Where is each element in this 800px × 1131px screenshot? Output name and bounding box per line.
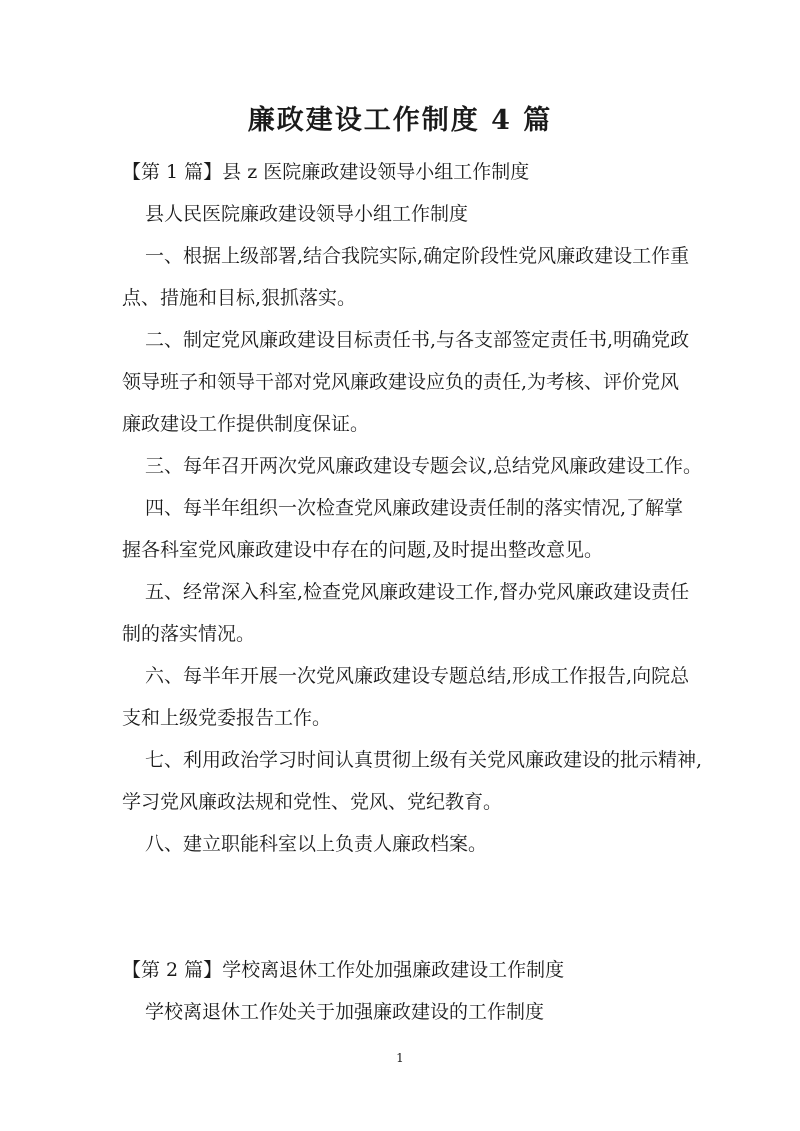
section-2-subtitle: 学校离退休工作处关于加强廉政建设的工作制度 bbox=[145, 1001, 545, 1023]
paragraph-5-line-2: 制的落实情况。 bbox=[122, 623, 256, 645]
paragraph-2-line-1: 二、制定党风廉政建设目标责任书,与各支部签定责任书,明确党政 bbox=[145, 329, 690, 351]
section-1-heading: 【第 1 篇】县 z 医院廉政建设领导小组工作制度 bbox=[122, 161, 530, 183]
page-number: 1 bbox=[396, 1051, 404, 1065]
paragraph-4-line-1: 四、每半年组织一次检查党风廉政建设责任制的落实情况,了解掌 bbox=[145, 497, 684, 519]
paragraph-7-line-1: 七、利用政治学习时间认真贯彻上级有关党风廉政建设的批示精神, bbox=[145, 749, 703, 771]
paragraph-3-line-1: 三、每年召开两次党风廉政建设专题会议,总结党风廉政建设工作。 bbox=[145, 455, 703, 477]
paragraph-8-line-1: 八、建立职能科室以上负责人廉政档案。 bbox=[145, 833, 488, 855]
section-1-subtitle: 县人民医院廉政建设领导小组工作制度 bbox=[145, 203, 469, 225]
paragraph-4-line-2: 握各科室党风廉政建设中存在的问题,及时提出整改意见。 bbox=[122, 539, 604, 561]
section-2-heading: 【第 2 篇】学校离退休工作处加强廉政建设工作制度 bbox=[122, 959, 565, 981]
paragraph-6-line-1: 六、每半年开展一次党风廉政建设专题总结,形成工作报告,向院总 bbox=[145, 665, 690, 687]
paragraph-2-line-2: 领导班子和领导干部对党风廉政建设应负的责任,为考核、评价党风 bbox=[122, 371, 680, 393]
paragraph-1-line-2: 点、措施和目标,狠抓落实。 bbox=[122, 287, 357, 309]
paragraph-7-line-2: 学习党风廉政法规和党性、党风、党纪教育。 bbox=[122, 791, 503, 813]
paragraph-6-line-2: 支和上级党委报告工作。 bbox=[122, 707, 332, 729]
paragraph-1-line-1: 一、根据上级部署,结合我院实际,确定阶段性党风廉政建设工作重 bbox=[145, 245, 690, 267]
paragraph-5-line-1: 五、经常深入科室,检查党风廉政建设工作,督办党风廉政建设责任 bbox=[145, 581, 690, 603]
document-title: 廉政建设工作制度 4 篇 bbox=[247, 105, 553, 136]
paragraph-2-line-3: 廉政建设工作提供制度保证。 bbox=[122, 413, 370, 435]
